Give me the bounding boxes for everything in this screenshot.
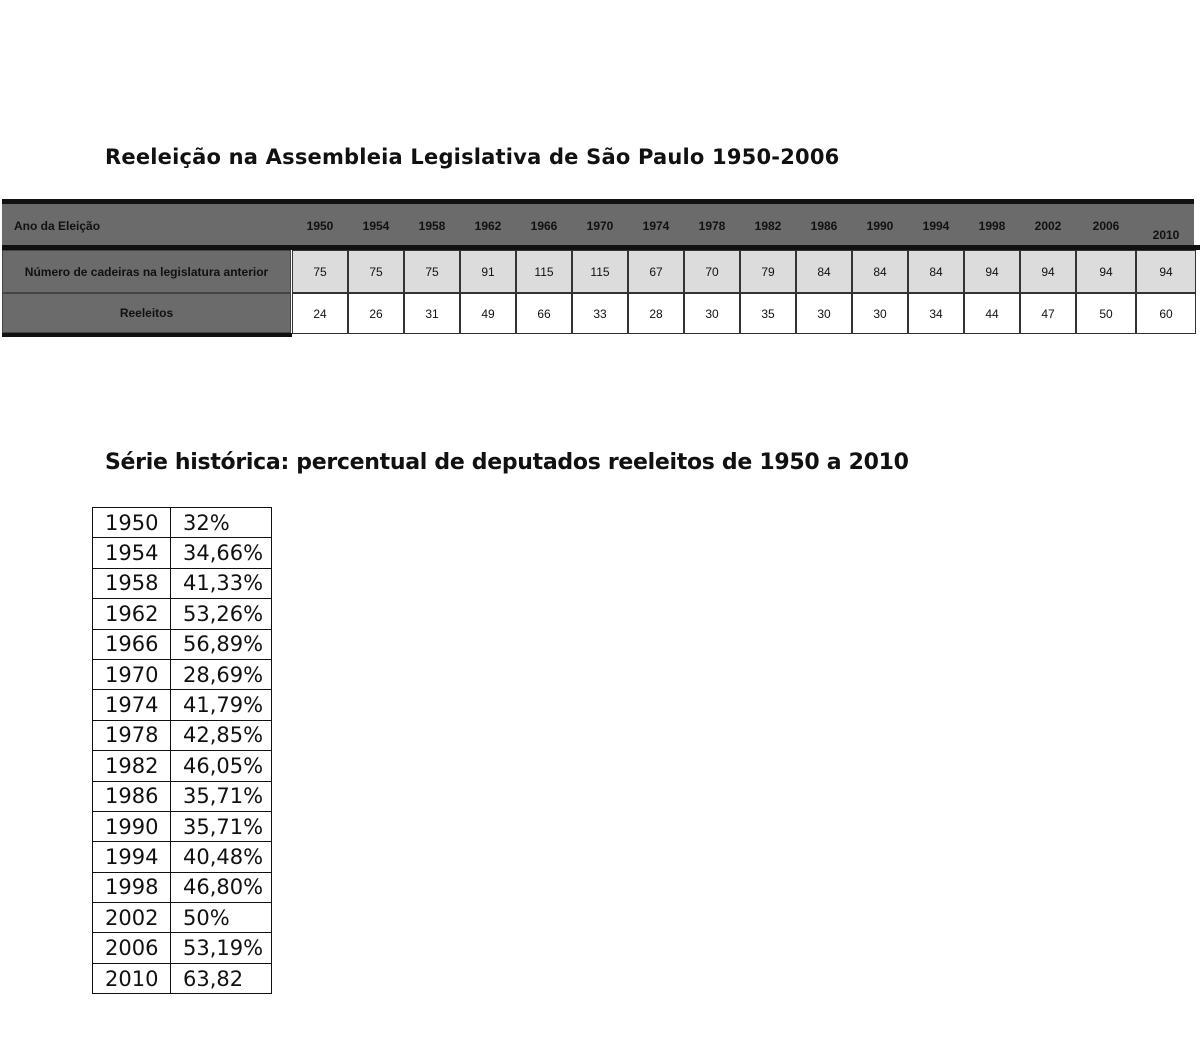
reelected-cell: 24 — [292, 293, 348, 334]
series-row — [93, 690, 272, 720]
series-year: 1986 — [93, 781, 171, 811]
series-row — [93, 659, 272, 689]
seats-cell: 91 — [460, 250, 516, 293]
series-year: 1954 — [93, 538, 171, 568]
series-row — [93, 781, 272, 811]
seats-cell: 94 — [964, 250, 1020, 293]
header-year: 2006 — [1092, 219, 1120, 233]
series-year: 2002 — [93, 903, 171, 933]
series-row — [93, 903, 272, 933]
reelected-cell: 35 — [740, 293, 796, 334]
series-row — [93, 568, 272, 598]
series-row — [93, 508, 272, 538]
header-year: 1986 — [810, 219, 838, 233]
series-year: 1978 — [93, 720, 171, 750]
seats-cell: 75 — [348, 250, 404, 293]
series-row — [93, 720, 272, 750]
header-year: 1998 — [978, 219, 1006, 233]
series-year: 1974 — [93, 690, 171, 720]
series-percent: 40,48% — [171, 842, 272, 872]
series-percent: 53,26% — [171, 599, 272, 629]
series-percent: 42,85% — [171, 720, 272, 750]
series-row — [93, 811, 272, 841]
reelected-cell: 28 — [628, 293, 684, 334]
reelected-cell: 60 — [1136, 293, 1196, 334]
seats-cell: 94 — [1020, 250, 1076, 293]
reelected-cell: 30 — [796, 293, 852, 334]
table1-bottom-rule — [2, 333, 292, 337]
series-year: 1962 — [93, 599, 171, 629]
header-year: 1974 — [642, 219, 670, 233]
row-label-reelected: Reeleitos — [2, 293, 291, 333]
series-row — [93, 963, 272, 993]
series-percent: 35,71% — [171, 811, 272, 841]
series-row — [93, 629, 272, 659]
series-year: 1998 — [93, 872, 171, 902]
series-percent: 46,80% — [171, 872, 272, 902]
seats-cell: 70 — [684, 250, 740, 293]
header-year: 1994 — [922, 219, 950, 233]
series-year: 1970 — [93, 659, 171, 689]
series-percent: 46,05% — [171, 751, 272, 781]
table2-title: Série histórica: percentual de deputados reeleitos de 1950 a 2010 — [105, 450, 909, 475]
reelected-cell: 66 — [516, 293, 572, 334]
series-percent: 28,69% — [171, 659, 272, 689]
series-row — [93, 751, 272, 781]
header-year: 2002 — [1034, 219, 1062, 233]
series-year: 1990 — [93, 811, 171, 841]
series-row — [93, 842, 272, 872]
seats-cell: 94 — [1136, 250, 1196, 293]
header-year: 1958 — [418, 219, 446, 233]
table1-title: Reeleição na Assembleia Legislativa de São Paulo 1950-2006 — [105, 145, 840, 169]
seats-cell: 75 — [404, 250, 460, 293]
reelected-cell: 47 — [1020, 293, 1076, 334]
series-table — [92, 507, 272, 994]
series-percent: 35,71% — [171, 781, 272, 811]
seats-cell: 84 — [908, 250, 964, 293]
series-year: 2010 — [93, 963, 171, 993]
reelected-cell: 44 — [964, 293, 1020, 334]
header-year: 1954 — [362, 219, 390, 233]
series-row — [93, 538, 272, 568]
series-percent: 41,79% — [171, 690, 272, 720]
header-year: 1990 — [866, 219, 894, 233]
series-percent: 53,19% — [171, 933, 272, 963]
series-year: 1994 — [93, 842, 171, 872]
seats-cell: 79 — [740, 250, 796, 293]
reelected-cell: 50 — [1076, 293, 1136, 334]
seats-cell: 115 — [516, 250, 572, 293]
reelected-cell: 49 — [460, 293, 516, 334]
seats-cell: 94 — [1076, 250, 1136, 293]
series-percent: 56,89% — [171, 629, 272, 659]
seats-cell: 115 — [572, 250, 628, 293]
header-year: 2010 — [1152, 228, 1180, 242]
seats-cell: 84 — [852, 250, 908, 293]
series-year: 1982 — [93, 751, 171, 781]
header-year: 1978 — [698, 219, 726, 233]
series-year: 1950 — [93, 508, 171, 538]
header-year: 1982 — [754, 219, 782, 233]
seats-cell: 84 — [796, 250, 852, 293]
seats-cell: 75 — [292, 250, 348, 293]
header-year: 1970 — [586, 219, 614, 233]
series-row — [93, 872, 272, 902]
series-row — [93, 933, 272, 963]
header-year: 1966 — [530, 219, 558, 233]
series-percent: 63,82 — [171, 963, 272, 993]
series-percent: 32% — [171, 508, 272, 538]
reelected-cell: 34 — [908, 293, 964, 334]
series-year: 1966 — [93, 629, 171, 659]
header-year: 1950 — [306, 219, 334, 233]
series-year: 1958 — [93, 568, 171, 598]
reelected-cell: 30 — [852, 293, 908, 334]
seats-cell: 67 — [628, 250, 684, 293]
table1-header-label: Ano da Eleição — [14, 219, 101, 233]
reelected-cell: 30 — [684, 293, 740, 334]
row-label-seats: Número de cadeiras na legislatura anterior — [2, 250, 291, 293]
reelected-cell: 26 — [348, 293, 404, 334]
series-row — [93, 599, 272, 629]
series-percent: 34,66% — [171, 538, 272, 568]
reelected-cell: 31 — [404, 293, 460, 334]
series-percent: 41,33% — [171, 568, 272, 598]
reelected-cell: 33 — [572, 293, 628, 334]
header-year: 1962 — [474, 219, 502, 233]
series-year: 2006 — [93, 933, 171, 963]
series-percent: 50% — [171, 903, 272, 933]
